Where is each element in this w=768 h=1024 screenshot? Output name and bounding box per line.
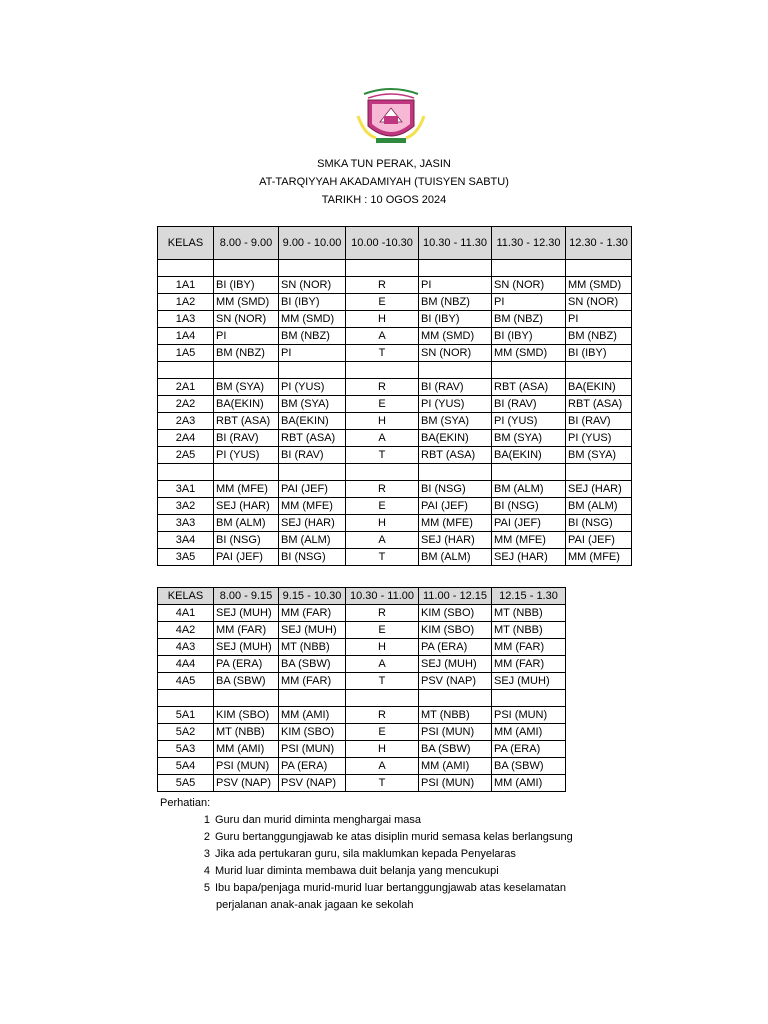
subject-cell: RBT (ASA) bbox=[419, 447, 492, 464]
subject-cell: PI bbox=[279, 345, 346, 362]
school-name: SMKA TUN PERAK, JASIN bbox=[317, 158, 451, 170]
table-row bbox=[158, 328, 632, 345]
break-cell: A bbox=[346, 656, 419, 673]
subject-cell: PSI (MUN) bbox=[419, 724, 492, 741]
spacer-row bbox=[158, 690, 566, 707]
break-cell: E bbox=[346, 396, 419, 413]
break-cell: A bbox=[346, 758, 419, 775]
break-cell: H bbox=[346, 311, 419, 328]
subject-cell: BI (NSG) bbox=[492, 498, 566, 515]
program-title: AT-TARQIYYAH AKADAMIYAH (TUISYEN SABTU) bbox=[259, 176, 509, 188]
break-cell: R bbox=[346, 481, 419, 498]
subject-cell: PAI (JEF) bbox=[279, 481, 346, 498]
note-number: 1 bbox=[203, 814, 210, 826]
subject-cell: MM (AMI) bbox=[492, 724, 566, 741]
subject-cell: SN (NOR) bbox=[279, 277, 346, 294]
subject-cell: BM (ALM) bbox=[492, 481, 566, 498]
subject-cell: MM (SMD) bbox=[492, 345, 566, 362]
subject-cell: PAI (JEF) bbox=[566, 532, 632, 549]
table-row bbox=[158, 413, 632, 430]
note-item bbox=[160, 863, 573, 880]
column-header: 11.00 - 12.15 bbox=[419, 588, 492, 605]
subject-cell: BM (ALM) bbox=[214, 515, 279, 532]
subject-cell: BI (IBY) bbox=[566, 345, 632, 362]
class-cell: 4A4 bbox=[158, 656, 214, 673]
note-number: 2 bbox=[203, 831, 210, 843]
subject-cell: BM (SYA) bbox=[419, 413, 492, 430]
subject-cell: BM (NBZ) bbox=[419, 294, 492, 311]
school-crest-logo bbox=[354, 86, 428, 148]
subject-cell: MM (MFE) bbox=[279, 498, 346, 515]
break-cell: E bbox=[346, 724, 419, 741]
subject-cell: BA (SBW) bbox=[492, 758, 566, 775]
column-header: 9.00 - 10.00 bbox=[279, 227, 346, 260]
column-header: 8.00 - 9.00 bbox=[214, 227, 279, 260]
column-header: 10.00 -10.30 bbox=[346, 227, 419, 260]
class-cell: 4A5 bbox=[158, 673, 214, 690]
break-cell: A bbox=[346, 328, 419, 345]
table-row bbox=[158, 656, 566, 673]
class-cell: 4A3 bbox=[158, 639, 214, 656]
class-cell: 5A2 bbox=[158, 724, 214, 741]
class-cell: 3A4 bbox=[158, 532, 214, 549]
subject-cell: BA(EKIN) bbox=[566, 379, 632, 396]
subject-cell: PI bbox=[419, 277, 492, 294]
class-cell: 5A5 bbox=[158, 775, 214, 792]
subject-cell: BM (SYA) bbox=[566, 447, 632, 464]
column-header: 11.30 - 12.30 bbox=[492, 227, 566, 260]
subject-cell: MM (MFE) bbox=[214, 481, 279, 498]
table-row bbox=[158, 724, 566, 741]
subject-cell: PA (ERA) bbox=[214, 656, 279, 673]
table-row bbox=[158, 549, 632, 566]
table-row bbox=[158, 447, 632, 464]
subject-cell: BI (IBY) bbox=[492, 328, 566, 345]
break-cell: T bbox=[346, 549, 419, 566]
break-cell: R bbox=[346, 707, 419, 724]
break-cell: T bbox=[346, 447, 419, 464]
subject-cell: BI (NSG) bbox=[419, 481, 492, 498]
subject-cell: BI (IBY) bbox=[214, 277, 279, 294]
class-cell: 1A5 bbox=[158, 345, 214, 362]
subject-cell: PSI (MUN) bbox=[492, 707, 566, 724]
subject-cell: MM (FAR) bbox=[492, 639, 566, 656]
class-cell: 3A1 bbox=[158, 481, 214, 498]
subject-cell: BI (RAV) bbox=[279, 447, 346, 464]
break-cell: R bbox=[346, 605, 419, 622]
class-cell: 5A3 bbox=[158, 741, 214, 758]
subject-cell: PSV (NAP) bbox=[214, 775, 279, 792]
class-cell: 5A4 bbox=[158, 758, 214, 775]
table-row bbox=[158, 758, 566, 775]
break-cell: E bbox=[346, 622, 419, 639]
subject-cell: MM (SMD) bbox=[566, 277, 632, 294]
spacer-row bbox=[158, 464, 632, 481]
column-header: 9.15 - 10.30 bbox=[279, 588, 346, 605]
subject-cell: MM (FAR) bbox=[279, 605, 346, 622]
break-cell: A bbox=[346, 532, 419, 549]
subject-cell: BM (ALM) bbox=[279, 532, 346, 549]
subject-cell: SEJ (HAR) bbox=[566, 481, 632, 498]
class-cell: 1A3 bbox=[158, 311, 214, 328]
table-header-row bbox=[158, 588, 566, 605]
subject-cell: BI (RAV) bbox=[214, 430, 279, 447]
subject-cell: PSI (MUN) bbox=[214, 758, 279, 775]
class-cell: 3A3 bbox=[158, 515, 214, 532]
break-cell: H bbox=[346, 515, 419, 532]
subject-cell: PSV (NAP) bbox=[419, 673, 492, 690]
subject-cell: BI (RAV) bbox=[419, 379, 492, 396]
table-row bbox=[158, 673, 566, 690]
subject-cell: BA(EKIN) bbox=[492, 447, 566, 464]
subject-cell: PA (ERA) bbox=[279, 758, 346, 775]
class-cell: 2A5 bbox=[158, 447, 214, 464]
note-text: Murid luar diminta membawa duit belanja yang mencukupi bbox=[215, 865, 499, 877]
date-label: TARIKH : 10 OGOS 2024 bbox=[321, 194, 447, 206]
table-row bbox=[158, 345, 632, 362]
subject-cell: MM (SMD) bbox=[214, 294, 279, 311]
notes-section bbox=[160, 795, 573, 914]
class-cell: 2A4 bbox=[158, 430, 214, 447]
subject-cell: MT (NBB) bbox=[419, 707, 492, 724]
column-header: KELAS bbox=[158, 588, 214, 605]
subject-cell: MM (MFE) bbox=[566, 549, 632, 566]
class-cell: 1A2 bbox=[158, 294, 214, 311]
subject-cell: MM (SMD) bbox=[279, 311, 346, 328]
subject-cell: PI bbox=[566, 311, 632, 328]
column-header: 12.15 - 1.30 bbox=[492, 588, 566, 605]
note-text: Guru bertanggungjawab ke atas disiplin murid semasa kelas berlangsung bbox=[215, 831, 573, 843]
table-row bbox=[158, 639, 566, 656]
subject-cell: BM (NBZ) bbox=[279, 328, 346, 345]
column-header: 10.30 - 11.00 bbox=[346, 588, 419, 605]
table-row bbox=[158, 277, 632, 294]
notes-heading: Perhatian: bbox=[160, 797, 211, 809]
subject-cell: MM (MFE) bbox=[419, 515, 492, 532]
break-cell: H bbox=[346, 639, 419, 656]
class-cell: 3A5 bbox=[158, 549, 214, 566]
subject-cell: PI (YUS) bbox=[566, 430, 632, 447]
class-cell: 1A4 bbox=[158, 328, 214, 345]
subject-cell: PSI (MUN) bbox=[279, 741, 346, 758]
note-number: 5 bbox=[203, 882, 210, 894]
break-cell: R bbox=[346, 379, 419, 396]
subject-cell: MM (AMI) bbox=[214, 741, 279, 758]
subject-cell: PAI (JEF) bbox=[419, 498, 492, 515]
subject-cell: MT (NBB) bbox=[492, 605, 566, 622]
subject-cell: SN (NOR) bbox=[566, 294, 632, 311]
subject-cell: PI bbox=[214, 328, 279, 345]
subject-cell: SEJ (HAR) bbox=[419, 532, 492, 549]
break-cell: E bbox=[346, 294, 419, 311]
subject-cell: MT (NBB) bbox=[492, 622, 566, 639]
subject-cell: BM (ALM) bbox=[566, 498, 632, 515]
subject-cell: PI (YUS) bbox=[279, 379, 346, 396]
class-cell: 3A2 bbox=[158, 498, 214, 515]
note-text: Jika ada pertukaran guru, sila maklumkan kepada Penyelaras bbox=[215, 848, 516, 860]
subject-cell: MM (AMI) bbox=[419, 758, 492, 775]
subject-cell: MM (SMD) bbox=[419, 328, 492, 345]
column-header: KELAS bbox=[158, 227, 214, 260]
column-header: 8.00 - 9.15 bbox=[214, 588, 279, 605]
subject-cell: KIM (SBO) bbox=[419, 622, 492, 639]
class-cell: 4A2 bbox=[158, 622, 214, 639]
table-row bbox=[158, 481, 632, 498]
subject-cell: MM (AMI) bbox=[492, 775, 566, 792]
note-text: Ibu bapa/penjaga murid-murid luar bertanggungjawab atas keselamatan bbox=[215, 882, 567, 894]
break-cell: T bbox=[346, 345, 419, 362]
table-row bbox=[158, 294, 632, 311]
subject-cell: BI (RAV) bbox=[566, 413, 632, 430]
subject-cell: BA (SBW) bbox=[419, 741, 492, 758]
subject-cell: PSI (MUN) bbox=[419, 775, 492, 792]
table-row bbox=[158, 430, 632, 447]
column-header: 10.30 - 11.30 bbox=[419, 227, 492, 260]
subject-cell: KIM (SBO) bbox=[279, 724, 346, 741]
subject-cell: KIM (SBO) bbox=[214, 707, 279, 724]
subject-cell: BI (IBY) bbox=[419, 311, 492, 328]
table-row bbox=[158, 498, 632, 515]
timetable-forms-4-5 bbox=[157, 587, 566, 792]
break-cell: H bbox=[346, 413, 419, 430]
class-cell: 2A2 bbox=[158, 396, 214, 413]
subject-cell: PI (YUS) bbox=[419, 396, 492, 413]
note-number: 3 bbox=[203, 848, 210, 860]
timetable-forms-1-3 bbox=[157, 226, 632, 566]
note-text: Guru dan murid diminta menghargai masa bbox=[215, 814, 422, 826]
subject-cell: PAI (JEF) bbox=[492, 515, 566, 532]
break-cell: H bbox=[346, 741, 419, 758]
subject-cell: PI bbox=[492, 294, 566, 311]
break-cell: R bbox=[346, 277, 419, 294]
subject-cell: SEJ (HAR) bbox=[279, 515, 346, 532]
subject-cell: SEJ (HAR) bbox=[492, 549, 566, 566]
subject-cell: SEJ (MUH) bbox=[492, 673, 566, 690]
subject-cell: PA (ERA) bbox=[419, 639, 492, 656]
subject-cell: SEJ (MUH) bbox=[214, 605, 279, 622]
subject-cell: PAI (JEF) bbox=[214, 549, 279, 566]
subject-cell: BI (IBY) bbox=[279, 294, 346, 311]
subject-cell: BA(EKIN) bbox=[279, 413, 346, 430]
spacer-row bbox=[158, 260, 632, 277]
subject-cell: SN (NOR) bbox=[419, 345, 492, 362]
table-row bbox=[158, 311, 632, 328]
subject-cell: RBT (ASA) bbox=[214, 413, 279, 430]
note-item bbox=[160, 846, 573, 863]
subject-cell: SEJ (MUH) bbox=[279, 622, 346, 639]
spacer-row bbox=[158, 362, 632, 379]
table-header-row bbox=[158, 227, 632, 260]
table-row bbox=[158, 605, 566, 622]
break-cell: A bbox=[346, 430, 419, 447]
subject-cell: RBT (ASA) bbox=[279, 430, 346, 447]
subject-cell: SEJ (MUH) bbox=[214, 639, 279, 656]
subject-cell: BM (NBZ) bbox=[492, 311, 566, 328]
subject-cell: BI (NSG) bbox=[566, 515, 632, 532]
subject-cell: KIM (SBO) bbox=[419, 605, 492, 622]
note-continuation: perjalanan anak-anak jagaan ke sekolah bbox=[216, 899, 414, 911]
subject-cell: SEJ (HAR) bbox=[214, 498, 279, 515]
subject-cell: SN (NOR) bbox=[492, 277, 566, 294]
subject-cell: RBT (ASA) bbox=[492, 379, 566, 396]
break-cell: T bbox=[346, 673, 419, 690]
subject-cell: MT (NBB) bbox=[214, 724, 279, 741]
subject-cell: BM (NBZ) bbox=[566, 328, 632, 345]
subject-cell: MM (AMI) bbox=[279, 707, 346, 724]
break-cell: T bbox=[346, 775, 419, 792]
table-row bbox=[158, 775, 566, 792]
subject-cell: MM (FAR) bbox=[279, 673, 346, 690]
subject-cell: MM (FAR) bbox=[214, 622, 279, 639]
subject-cell: PI (YUS) bbox=[214, 447, 279, 464]
subject-cell: BA (SBW) bbox=[279, 656, 346, 673]
table-row bbox=[158, 741, 566, 758]
column-header: 12.30 - 1.30 bbox=[566, 227, 632, 260]
table-row bbox=[158, 379, 632, 396]
subject-cell: BM (SYA) bbox=[214, 379, 279, 396]
table-row bbox=[158, 707, 566, 724]
subject-cell: PA (ERA) bbox=[492, 741, 566, 758]
subject-cell: MM (MFE) bbox=[492, 532, 566, 549]
subject-cell: BI (NSG) bbox=[214, 532, 279, 549]
subject-cell: BM (SYA) bbox=[492, 430, 566, 447]
note-item bbox=[160, 880, 573, 897]
subject-cell: BA (SBW) bbox=[214, 673, 279, 690]
subject-cell: BI (RAV) bbox=[492, 396, 566, 413]
subject-cell: SEJ (MUH) bbox=[419, 656, 492, 673]
class-cell: 2A1 bbox=[158, 379, 214, 396]
subject-cell: MM (FAR) bbox=[492, 656, 566, 673]
break-cell: E bbox=[346, 498, 419, 515]
subject-cell: PSV (NAP) bbox=[279, 775, 346, 792]
subject-cell: BI (NSG) bbox=[279, 549, 346, 566]
subject-cell: BA(EKIN) bbox=[214, 396, 279, 413]
subject-cell: BM (ALM) bbox=[419, 549, 492, 566]
subject-cell: RBT (ASA) bbox=[566, 396, 632, 413]
table-row bbox=[158, 515, 632, 532]
subject-cell: BM (NBZ) bbox=[214, 345, 279, 362]
table-row bbox=[158, 532, 632, 549]
class-cell: 5A1 bbox=[158, 707, 214, 724]
table-row bbox=[158, 396, 632, 413]
subject-cell: MT (NBB) bbox=[279, 639, 346, 656]
note-number: 4 bbox=[203, 865, 210, 877]
class-cell: 4A1 bbox=[158, 605, 214, 622]
note-item bbox=[160, 812, 573, 829]
table-row bbox=[158, 622, 566, 639]
class-cell: 2A3 bbox=[158, 413, 214, 430]
note-item bbox=[160, 829, 573, 846]
subject-cell: SN (NOR) bbox=[214, 311, 279, 328]
subject-cell: PI (YUS) bbox=[492, 413, 566, 430]
subject-cell: BA(EKIN) bbox=[419, 430, 492, 447]
subject-cell: BM (SYA) bbox=[279, 396, 346, 413]
class-cell: 1A1 bbox=[158, 277, 214, 294]
